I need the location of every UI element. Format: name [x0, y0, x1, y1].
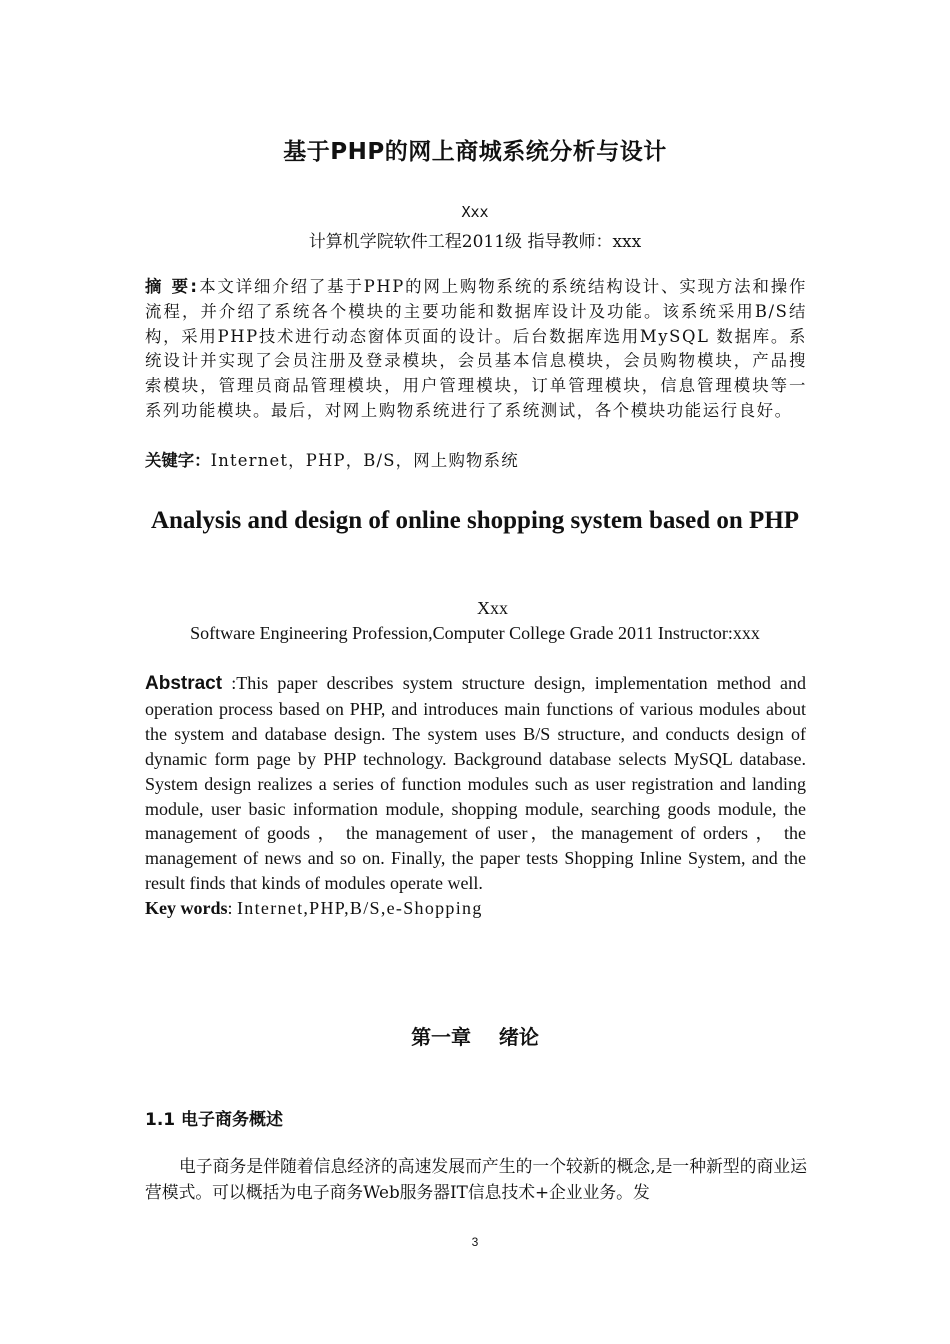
- english-title: Analysis and design of online shopping system based on PHP: [150, 507, 800, 534]
- english-keywords-label: Key words: [145, 898, 228, 918]
- english-keywords: [145, 896, 483, 920]
- english-keywords-separator: :: [227, 898, 238, 918]
- page-number: 3: [471, 1235, 479, 1249]
- chinese-author: Xxx: [461, 203, 489, 221]
- section-heading: 1.1 电子商务概述: [145, 1110, 284, 1130]
- english-keywords-text: Internet,PHP,B/S,e-Shopping: [237, 898, 483, 918]
- chinese-keywords-label: 关键字：: [145, 451, 211, 470]
- chinese-abstract: [145, 275, 807, 424]
- chinese-title: 基于PHP的网上商城系统分析与设计: [283, 139, 667, 165]
- chinese-keywords: [145, 449, 519, 473]
- english-abstract: [145, 671, 806, 896]
- english-abstract-text: :This paper describes system structure design, implementation method and operation process based on PHP, and introduces main functions of various modules about the system and database design. The system uses B/S structure, and conducts design of dynamic form page by PHP technology. Background database selects MySQL database. System design realizes a series of function modules such as user registration and landing module, user basic information module, shopping module, searching goods module, the management of goods ， the management of user，the management of orders ， the management of news and so on. Finally, the paper tests Shopping Inline System, and the result finds that kinds of modules operate well.: [145, 673, 806, 894]
- english-author: Xxx: [477, 598, 508, 618]
- chapter-heading: 第一章 绪论: [411, 1025, 539, 1049]
- english-affiliation: Software Engineering Profession,Computer College Grade 2011 Instructor:xxx: [190, 623, 760, 643]
- chinese-abstract-text: 本文详细介绍了基于PHP的网上购物系统的系统结构设计、实现方法和操作流程，并介绍了系统各个模块的主要功能和数据库设计及功能。该系统采用B/S结构，采用PHP技术进行动态窗体页面的设计。后台数据库选用MySQL 数据库。系统设计并实现了会员注册及登录模块，会员基本信息模块，会员购物模块，产品搜索模块，管理员商品管理模块，用户管理模块，订单管理模块，信息管理模块等一系列功能模块。最后，对网上购物系统进行了系统测试，各个模块功能运行良好。: [145, 277, 808, 420]
- chinese-abstract-label: 摘 要:: [145, 277, 199, 296]
- english-abstract-label: Abstract: [145, 673, 223, 694]
- body-paragraph: 电子商务是伴随着信息经济的高速发展而产生的一个较新的概念,是一种新型的商业运营模式。可以概括为电子商务Web服务器IT信息技术+企业业务。发: [145, 1156, 807, 1202]
- chinese-keywords-text: Internet，PHP，B/S，网上购物系统: [210, 451, 519, 470]
- chinese-affiliation: 计算机学院软件工程2011级 指导教师：xxx: [308, 232, 642, 252]
